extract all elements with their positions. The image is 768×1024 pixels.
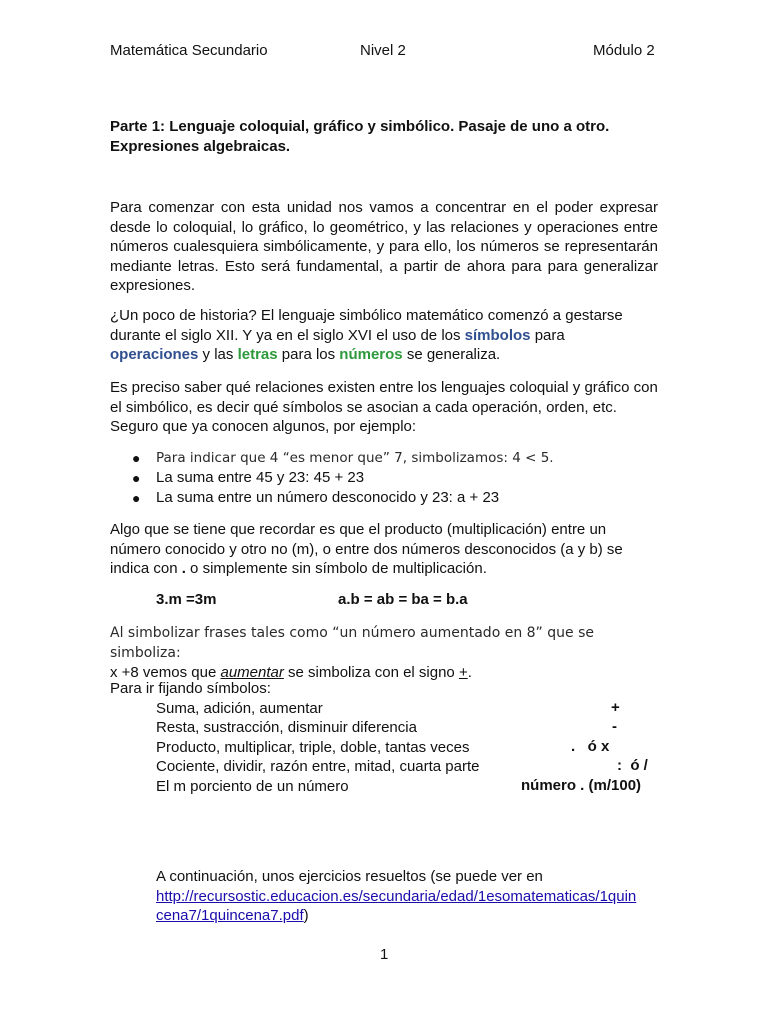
- exercises-link-cont[interactable]: cena7/1quincena7.pdf: [156, 907, 304, 925]
- list-item-text: Para indicar que 4 “es menor que” 7, simbolizamos: 4 < 5.: [156, 450, 554, 466]
- symbol-value: -: [612, 718, 617, 735]
- symbol-value: . ó x: [571, 738, 610, 755]
- section-title-line2: Expresiones algebraicas.: [110, 137, 291, 155]
- history-line2: [110, 326, 658, 346]
- word-operaciones: operaciones: [110, 346, 199, 364]
- history-text: y las: [198, 346, 238, 364]
- page-number: 1: [380, 946, 389, 963]
- history-text: se generaliza.: [402, 346, 501, 364]
- section-title: [110, 117, 658, 156]
- history-text: durante el siglo XII. Y ya en el siglo XVI el uso de los: [110, 326, 465, 344]
- symbolize-text: se simboliza con el signo: [283, 664, 459, 682]
- bullet-icon: ●: [132, 450, 141, 466]
- list-item: [110, 448, 554, 468]
- history-paragraph: [110, 306, 658, 365]
- list-item-text: La suma entre un número desconocido y 23: a + 23: [156, 489, 500, 506]
- header-subject: Matemática Secundario: [110, 42, 268, 59]
- symbol-value: : ó /: [617, 757, 648, 774]
- header-level: Nivel 2: [360, 42, 406, 59]
- examples-list: [110, 448, 554, 508]
- symbol-value: +: [611, 699, 620, 716]
- list-item-text: La suma entre 45 y 23: 45 + 23: [156, 469, 365, 486]
- product-paragraph: [110, 520, 658, 579]
- formula-1: 3.m =3m: [156, 591, 217, 608]
- list-item: [110, 488, 554, 508]
- symbol-label: Cociente, dividir, razón entre, mitad, cuarta parte: [156, 758, 480, 775]
- exercises-link[interactable]: http://recursostic.educacion.es/secundaria/edad/1esomatematicas/1quin: [156, 887, 637, 905]
- formula-2: a.b = ab = ba = b.a: [338, 591, 468, 608]
- history-line1: ¿Un poco de historia? El lenguaje simbólico matemático comenzó a gestarse: [110, 307, 623, 324]
- bullet-icon: ●: [132, 490, 141, 506]
- section-title-line1: Parte 1: Lenguaje coloquial, gráfico y simbólico. Pasaje de uno a otro.: [110, 118, 610, 135]
- symbols-intro: Para ir fijando símbolos:: [110, 680, 271, 697]
- product-text-end: o simplemente sin símbolo de multiplicación.: [185, 560, 487, 578]
- word-simbolos: símbolos: [464, 326, 531, 344]
- exercises-text: A continuación, unos ejercicios resueltos (se puede ver en: [156, 868, 543, 885]
- history-text: para los: [277, 346, 340, 364]
- bullet-icon: ●: [132, 470, 141, 486]
- product-text: Algo que se tiene que recordar es que el producto (multiplicación) entre un número conocido y otro no (m), o entre dos números desconocidos (a y b) se indica con: [110, 521, 623, 578]
- exercises-paragraph: [156, 867, 636, 926]
- symbolize-text: x +8 vemos que: [110, 664, 221, 682]
- history-text: para: [530, 326, 565, 344]
- history-line3: [110, 345, 658, 365]
- symbolize-paragraph: [110, 624, 658, 683]
- word-numeros: números: [339, 346, 403, 364]
- intro-paragraph: Para comenzar con esta unidad nos vamos a concentrar en el poder expresar desde lo coloquial, lo gráfico, lo geométrico, y las relaciones y operaciones entre números cualesquiera simbólicamente, y para ello, los números se representarán mediante letras. Esto será fundamental, a partir de ahora para para generalizar expresiones.: [110, 199, 658, 295]
- symbol-label: Producto, multiplicar, triple, doble, tantas veces: [156, 739, 470, 756]
- word-aumentar: aumentar: [220, 664, 284, 682]
- product-dot-symbol: .: [181, 560, 186, 578]
- symbol-label: Resta, sustracción, disminuir diferencia: [156, 719, 417, 736]
- list-item: [110, 468, 554, 488]
- relations-paragraph: Es preciso saber qué relaciones existen entre los lenguajes coloquial y gráfico con el simbólico, es decir qué símbolos se asocian a cada operación, orden, etc. Seguro que ya conocen algunos, por ejemplo:: [110, 379, 658, 436]
- plus-sign: +: [458, 664, 468, 682]
- symbol-label: El m porciento de un número: [156, 778, 349, 795]
- header-module: Módulo 2: [593, 42, 655, 59]
- symbol-label: Suma, adición, aumentar: [156, 700, 323, 717]
- exercises-text-end: ): [303, 907, 309, 925]
- symbolize-text: .: [467, 664, 472, 682]
- word-letras: letras: [237, 346, 278, 364]
- symbol-value: número . (m/100): [521, 777, 642, 794]
- symbolize-line1: Al simbolizar frases tales como “un número aumentado en 8” que se simboliza:: [110, 625, 594, 661]
